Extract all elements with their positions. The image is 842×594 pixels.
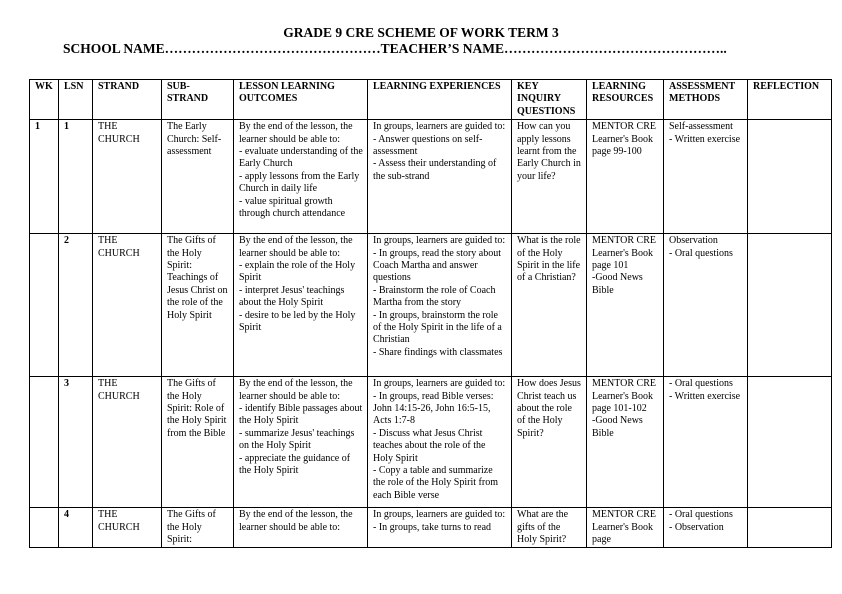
assessment-cell: [664, 508, 748, 548]
outcomes-cell-line: - apply lessons from the Early Church in daily life: [239, 170, 360, 195]
column-header-reflection: REFLECTION: [748, 80, 832, 120]
outcomes-cell-line: - interpret Jesus' teachings about the Holy Spirit: [239, 284, 345, 309]
outcomes-cell-line: - explain the role of the Holy Spirit: [239, 260, 356, 284]
experiences-cell-line: - In groups, brainstorm the role of the Holy Spirit in the life of a Christian: [373, 309, 502, 346]
assessment-cell-line: - Written exercise: [669, 390, 741, 402]
resources-cell-line: MENTOR CRE Learner's Book page 101-102: [592, 378, 656, 415]
reflection-cell: [748, 234, 832, 377]
outcomes-cell-line: By the end of the lesson, the learner should be able to:: [239, 235, 353, 259]
inquiry-question-cell: How can you apply lessons learnt from the Early Church in your life?: [512, 120, 587, 234]
assessment-cell-line: - Oral questions: [669, 247, 733, 259]
outcomes-cell-line: - identify Bible passages about the Holy Spirit: [239, 403, 363, 427]
outcomes-cell-line: - appreciate the guidance of the Holy Spirit: [239, 452, 351, 477]
experiences-cell-line: - In groups, read the story about Coach Martha and answer questions: [373, 247, 502, 284]
column-header-wk: WK: [30, 80, 59, 120]
scheme-of-work-table: [29, 79, 832, 548]
lesson-cell: 1: [59, 120, 93, 234]
column-header-lsn: LSN: [59, 80, 93, 120]
lesson-cell: 3: [59, 377, 93, 508]
column-header-questions: KEY INQUIRY QUESTIONS: [512, 80, 587, 120]
resources-cell-line: MENTOR CRE Learner's Book page 101: [592, 235, 656, 272]
table-row: [30, 377, 832, 508]
experiences-cell-line: In groups, learners are guided to:: [373, 235, 506, 247]
reflection-cell: [748, 508, 832, 548]
experiences-cell-line: In groups, learners are guided to:: [373, 121, 506, 133]
strand-cell: THE CHURCH: [93, 234, 162, 377]
assessment-cell-line: - Oral questions: [669, 509, 733, 521]
outcomes-cell: [234, 120, 368, 234]
experiences-cell: [368, 120, 512, 234]
experiences-cell: [368, 508, 512, 548]
lesson-cell: 2: [59, 234, 93, 377]
experiences-cell-line: In groups, learners are guided to:: [373, 509, 506, 521]
week-cell: [30, 508, 59, 548]
sub-strand-cell: The Gifts of the Holy Spirit: Teachings of Jesus Christ on the role of the Holy Spirit: [162, 234, 234, 377]
inquiry-question-cell: What are the gifts of the Holy Spirit?: [512, 508, 587, 548]
experiences-cell: [368, 377, 512, 508]
experiences-cell: [368, 234, 512, 377]
week-cell: [30, 234, 59, 377]
sub-strand-cell: The Gifts of the Holy Spirit:: [162, 508, 234, 548]
assessment-cell-line: Observation: [669, 235, 718, 247]
table-row: [30, 508, 832, 548]
strand-cell: THE CHURCH: [93, 120, 162, 234]
resources-cell-line: MENTOR CRE Learner's Book page 99-100: [592, 121, 656, 158]
experiences-cell-line: - Share findings with classmates: [373, 346, 503, 358]
document-title: GRADE 9 CRE SCHEME OF WORK TERM 3: [283, 25, 559, 40]
resources-cell-line: MENTOR CRE Learner's Book page: [592, 509, 656, 546]
assessment-cell-line: Self-assessment: [669, 121, 733, 133]
outcomes-cell: [234, 234, 368, 377]
reflection-cell: [748, 120, 832, 234]
assessment-cell-line: - Observation: [669, 521, 724, 533]
reflection-cell: [748, 377, 832, 508]
experiences-cell-line: - In groups, take turns to read: [373, 521, 492, 533]
resources-cell-line: -Good News Bible: [592, 415, 643, 439]
table-row: [30, 234, 832, 377]
inquiry-question-cell: What is the role of the Holy Spirit in the life of a Christian?: [512, 234, 587, 377]
sub-strand-cell: The Gifts of the Holy Spirit: Role of the Holy Spirit from the Bible: [162, 377, 234, 508]
lesson-cell: 4: [59, 508, 93, 548]
experiences-cell-line: In groups, learners are guided to:: [373, 378, 506, 390]
experiences-cell-line: - In groups, read Bible verses: John 14:15-26, John 16:5-15, Acts 1:7-8: [373, 390, 494, 427]
column-header-strand: STRAND: [93, 80, 162, 120]
outcomes-cell-line: - value spiritual growth through church attendance: [239, 195, 346, 220]
strand-cell: THE CHURCH: [93, 377, 162, 508]
week-cell: 1: [30, 120, 59, 234]
assessment-cell: [664, 377, 748, 508]
week-cell: [30, 377, 59, 508]
resources-cell: [587, 377, 664, 508]
experiences-cell-line: - Assess their understanding of the sub-strand: [373, 158, 497, 182]
strand-cell: THE CHURCH: [93, 508, 162, 548]
assessment-cell: [664, 234, 748, 377]
school-teacher-line: SCHOOL NAME…………………………………………TEACHER’S NAME…………………………………………..: [63, 41, 727, 56]
column-header-experiences: LEARNING EXPERIENCES: [368, 80, 512, 120]
outcomes-cell-line: By the end of the lesson, the learner should be able to:: [239, 509, 353, 533]
table-header-row: [30, 80, 832, 120]
resources-cell: [587, 120, 664, 234]
column-header-outcomes: LESSON LEARNING OUTCOMES: [234, 80, 368, 120]
assessment-cell-line: - Oral questions: [669, 378, 733, 390]
experiences-cell-line: - Brainstorm the role of Coach Martha from the story: [373, 284, 496, 309]
outcomes-cell-line: - summarize Jesus' teachings on the Holy Spirit: [239, 427, 355, 452]
experiences-cell-line: - Answer questions on self-assessment: [373, 133, 483, 158]
assessment-cell: [664, 120, 748, 234]
experiences-cell-line: - Discuss what Jesus Christ teaches about the role of the Holy Spirit: [373, 427, 486, 464]
table-row: [30, 120, 832, 234]
outcomes-cell-line: - evaluate understanding of the Early Church: [239, 146, 363, 170]
resources-cell-line: -Good News Bible: [592, 272, 643, 296]
outcomes-cell-line: By the end of the lesson, the learner should be able to:: [239, 121, 353, 145]
outcomes-cell-line: - desire to be led by the Holy Spirit: [239, 309, 356, 334]
resources-cell: [587, 508, 664, 548]
outcomes-cell: [234, 377, 368, 508]
outcomes-cell: [234, 508, 368, 548]
column-header-sub-strand: SUB-STRAND: [162, 80, 234, 120]
resources-cell: [587, 234, 664, 377]
column-header-resources: LEARNING RESOURCES: [587, 80, 664, 120]
experiences-cell-line: - Copy a table and summarize the role of the Holy Spirit from each Bible verse: [373, 465, 498, 501]
inquiry-question-cell: How does Jesus Christ teach us about the role of the Holy Spirit?: [512, 377, 587, 508]
assessment-cell-line: - Written exercise: [669, 133, 741, 145]
column-header-assessment: ASSESSMENT METHODS: [664, 80, 748, 120]
outcomes-cell-line: By the end of the lesson, the learner should be able to:: [239, 378, 353, 402]
sub-strand-cell: The Early Church: Self-assessment: [162, 120, 234, 234]
